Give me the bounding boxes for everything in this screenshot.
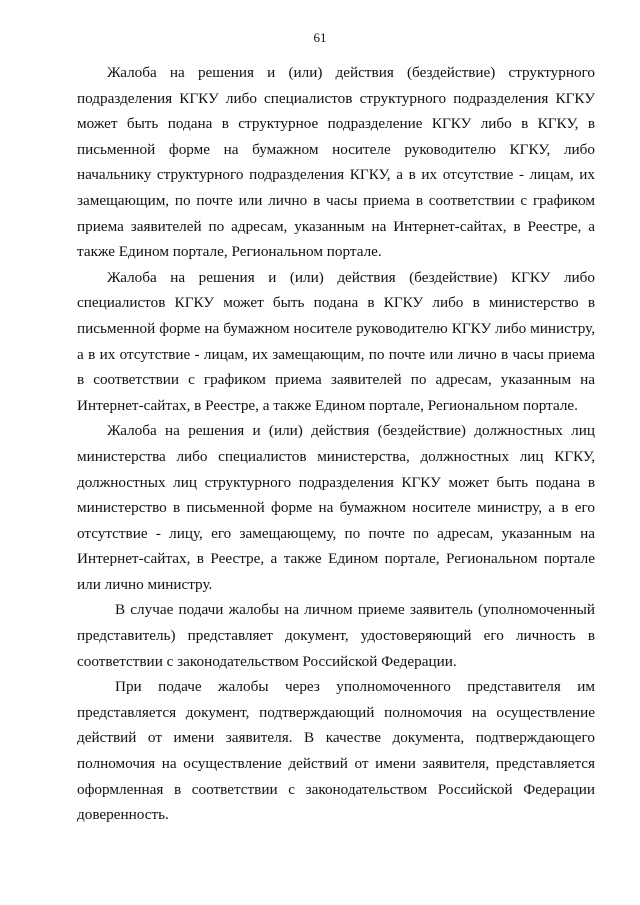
paragraph-complaint-kgku: Жалоба на решения и (или) действия (бездействие) КГКУ либо специалистов КГКУ может быть подана в КГКУ либо в министерство в письменной форме на бумажном носителе руководителю КГКУ либо министру, а в их отсутствие - лицам, их замещающим, по почте или лично в часы приема в соответствии с графиком приема заявителей по адресам, указанным на Интернет-сайтах, в Реестре, а также Едином портале, Региональном портале. [77,268,595,414]
paragraph-authorized-representative: При подаче жалобы через уполномоченного представителя им представляется документ, подтверждающий полномочия на осуществление действий от имени заявителя. В качестве документа, подтверждающего полномочия на осуществление действий от имени заявителя, представляется оформленная в соответствии с законодательством Российской Федерации доверенность. [77,678,595,824]
paragraph-personal-reception: В случае подачи жалобы на личном приеме заявитель (уполномоченный представитель) представляет документ, удостоверяющий его личность в соответствии с законодательством Российской Федерации. [77,601,595,670]
paragraph-complaint-ministry: Жалоба на решения и (или) действия (бездействие) должностных лиц министерства либо специалистов министерства, должностных лиц КГКУ, должностных лиц структурного подразделения КГКУ может быть подана в министерство в письменной форме на бумажном носителе министру, а в его отсутствие - лицу, его замещающему, по почте по адресам, указанным на Интернет-сайтах, в Реестре, а также Едином портале, Региональном портале или лично министру. [77,422,595,593]
paragraph-complaint-structural-unit: Жалоба на решения и (или) действия (бездействие) структурного подразделения КГКУ либо специалистов структурного подразделения КГКУ может быть подана в структурное подразделение КГКУ либо в КГКУ, в письменной форме на бумажном носителе руководителю КГКУ, либо начальнику структурного подразделения КГКУ, а в их отсутствие - лицам, их замещающим, по почте или лично в часы приема в соответствии с графиком приема заявителей по адресам, указанным на Интернет-сайтах, в Реестре, а также Едином портале, Региональном портале. [77,64,595,261]
page-number: 61 [313,30,327,45]
document-body [77,60,595,828]
